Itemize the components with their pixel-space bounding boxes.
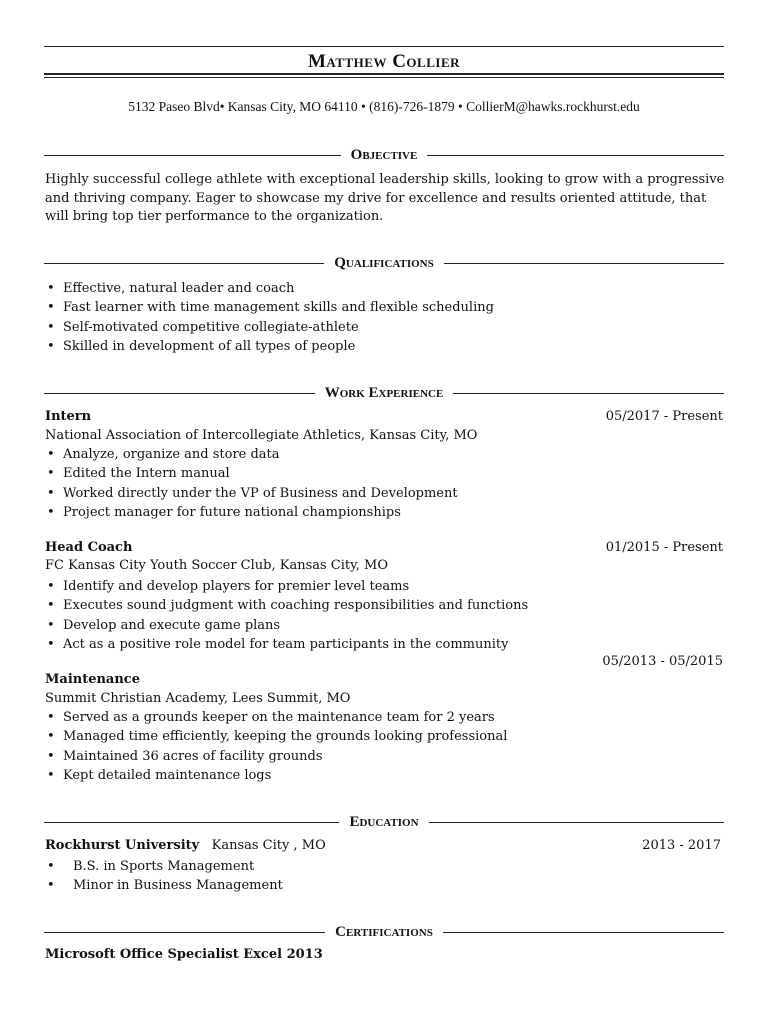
section-title: Objective: [350, 146, 418, 163]
bullet-icon: •: [47, 338, 55, 354]
bullet-icon: •: [47, 300, 55, 316]
name-top-rule: [44, 46, 724, 47]
list-item: • Served as a grounds keeper on the maintenance team for 2 years: [45, 708, 507, 727]
contact-line: 5132 Paseo Blvd• Kansas City, MO 64110 • (816)-726-1879 • CollierM@hawks.rockhurst.edu: [128, 99, 640, 114]
job-bullets: [45, 445, 458, 522]
list-item: • Edited the Intern manual: [45, 464, 458, 483]
section-title: Qualifications: [334, 254, 434, 271]
list-item: • Effective, natural leader and coach: [45, 279, 494, 298]
list-item: • Worked directly under the VP of Business and Development: [45, 484, 458, 503]
job-organization: FC Kansas City Youth Soccer Club, Kansas City, MO: [45, 558, 388, 573]
bullet-icon: •: [47, 319, 55, 335]
list-item: • Kept detailed maintenance logs: [45, 766, 507, 785]
list-item: • Minor in Business Management: [45, 876, 283, 895]
list-item: • Skilled in development of all types of people: [45, 337, 494, 356]
list-item: • Act as a positive role model for team participants in the community: [45, 635, 528, 654]
job-bullets: [45, 708, 507, 785]
bullet-icon: •: [47, 636, 55, 652]
list-item: • Executes sound judgment with coaching responsibilities and functions: [45, 596, 528, 615]
bullet-icon: •: [47, 447, 55, 462]
job-dates: 05/2017 - Present: [605, 409, 723, 424]
job-title: Intern: [45, 409, 92, 424]
job-dates: 05/2013 - 05/2015: [602, 654, 723, 669]
bullet-icon: •: [47, 281, 55, 296]
divider: [429, 822, 724, 823]
job-bullets: [45, 577, 528, 654]
divider: [44, 822, 339, 823]
education-entry: [45, 838, 326, 853]
job-title: Head Coach: [45, 540, 133, 555]
divider: [444, 263, 724, 264]
qualifications-heading: [44, 253, 724, 273]
bullet-icon: •: [47, 579, 55, 594]
bullet-icon: •: [47, 748, 55, 764]
list-item: • Analyze, organize and store data: [45, 445, 458, 464]
list-item: • Project manager for future national championships: [45, 503, 458, 522]
bullet-icon: •: [47, 710, 55, 725]
bullet-icon: •: [47, 466, 55, 482]
education-heading: [44, 812, 724, 832]
list-item: • Self-motivated competitive collegiate-athlete: [45, 318, 494, 337]
certifications-heading: [44, 922, 724, 942]
divider: [44, 393, 315, 394]
list-item: • Develop and execute game plans: [45, 616, 528, 635]
school-name: Rockhurst University: [45, 838, 200, 853]
work-experience-heading: [44, 383, 724, 403]
bullet-icon: •: [47, 617, 55, 633]
school-location: Kansas City , MO: [211, 838, 326, 853]
job-title: Maintenance: [45, 672, 140, 687]
candidate-name: Matthew Collier: [307, 51, 461, 72]
divider: [427, 155, 724, 156]
bullet-icon: •: [47, 504, 55, 520]
list-item: • B.S. in Sports Management: [45, 857, 283, 876]
bullet-icon: •: [47, 878, 55, 894]
section-title: Certifications: [335, 923, 433, 940]
list-item: • Maintained 36 acres of facility grounds: [45, 747, 507, 766]
objective-heading: [44, 145, 724, 165]
divider: [44, 932, 325, 933]
divider: [44, 263, 324, 264]
bullet-icon: •: [47, 485, 55, 501]
bullet-icon: •: [47, 767, 55, 783]
divider: [44, 155, 341, 156]
section-title: Work Experience: [324, 384, 444, 401]
divider: [443, 932, 724, 933]
job-organization: National Association of Intercollegiate Athletics, Kansas City, MO: [45, 428, 478, 443]
objective-text: Highly successful college athlete with exceptional leadership skills, looking to grow with a progressive and thriving company. Eager to showcase my drive for excellence and results oriented attitude, that will bring top tier performance to the organization.: [45, 172, 725, 224]
name-bottom-rule-thin: [44, 77, 724, 78]
section-title: Education: [349, 813, 419, 830]
job-dates: 01/2015 - Present: [605, 540, 723, 555]
list-item: • Fast learner with time management skills and flexible scheduling: [45, 298, 494, 317]
qualifications-list: [45, 279, 494, 356]
bullet-icon: •: [47, 859, 55, 874]
certification-item: Microsoft Office Specialist Excel 2013: [45, 947, 323, 962]
education-list: [45, 857, 283, 896]
name-bottom-rule: [44, 73, 724, 75]
bullet-icon: •: [47, 729, 55, 745]
list-item: • Identify and develop players for premier level teams: [45, 577, 528, 596]
job-organization: Summit Christian Academy, Lees Summit, MO: [45, 691, 351, 706]
list-item: • Managed time efficiently, keeping the grounds looking professional: [45, 727, 507, 746]
education-dates: 2013 - 2017: [642, 838, 721, 853]
divider: [453, 393, 724, 394]
bullet-icon: •: [47, 598, 55, 614]
